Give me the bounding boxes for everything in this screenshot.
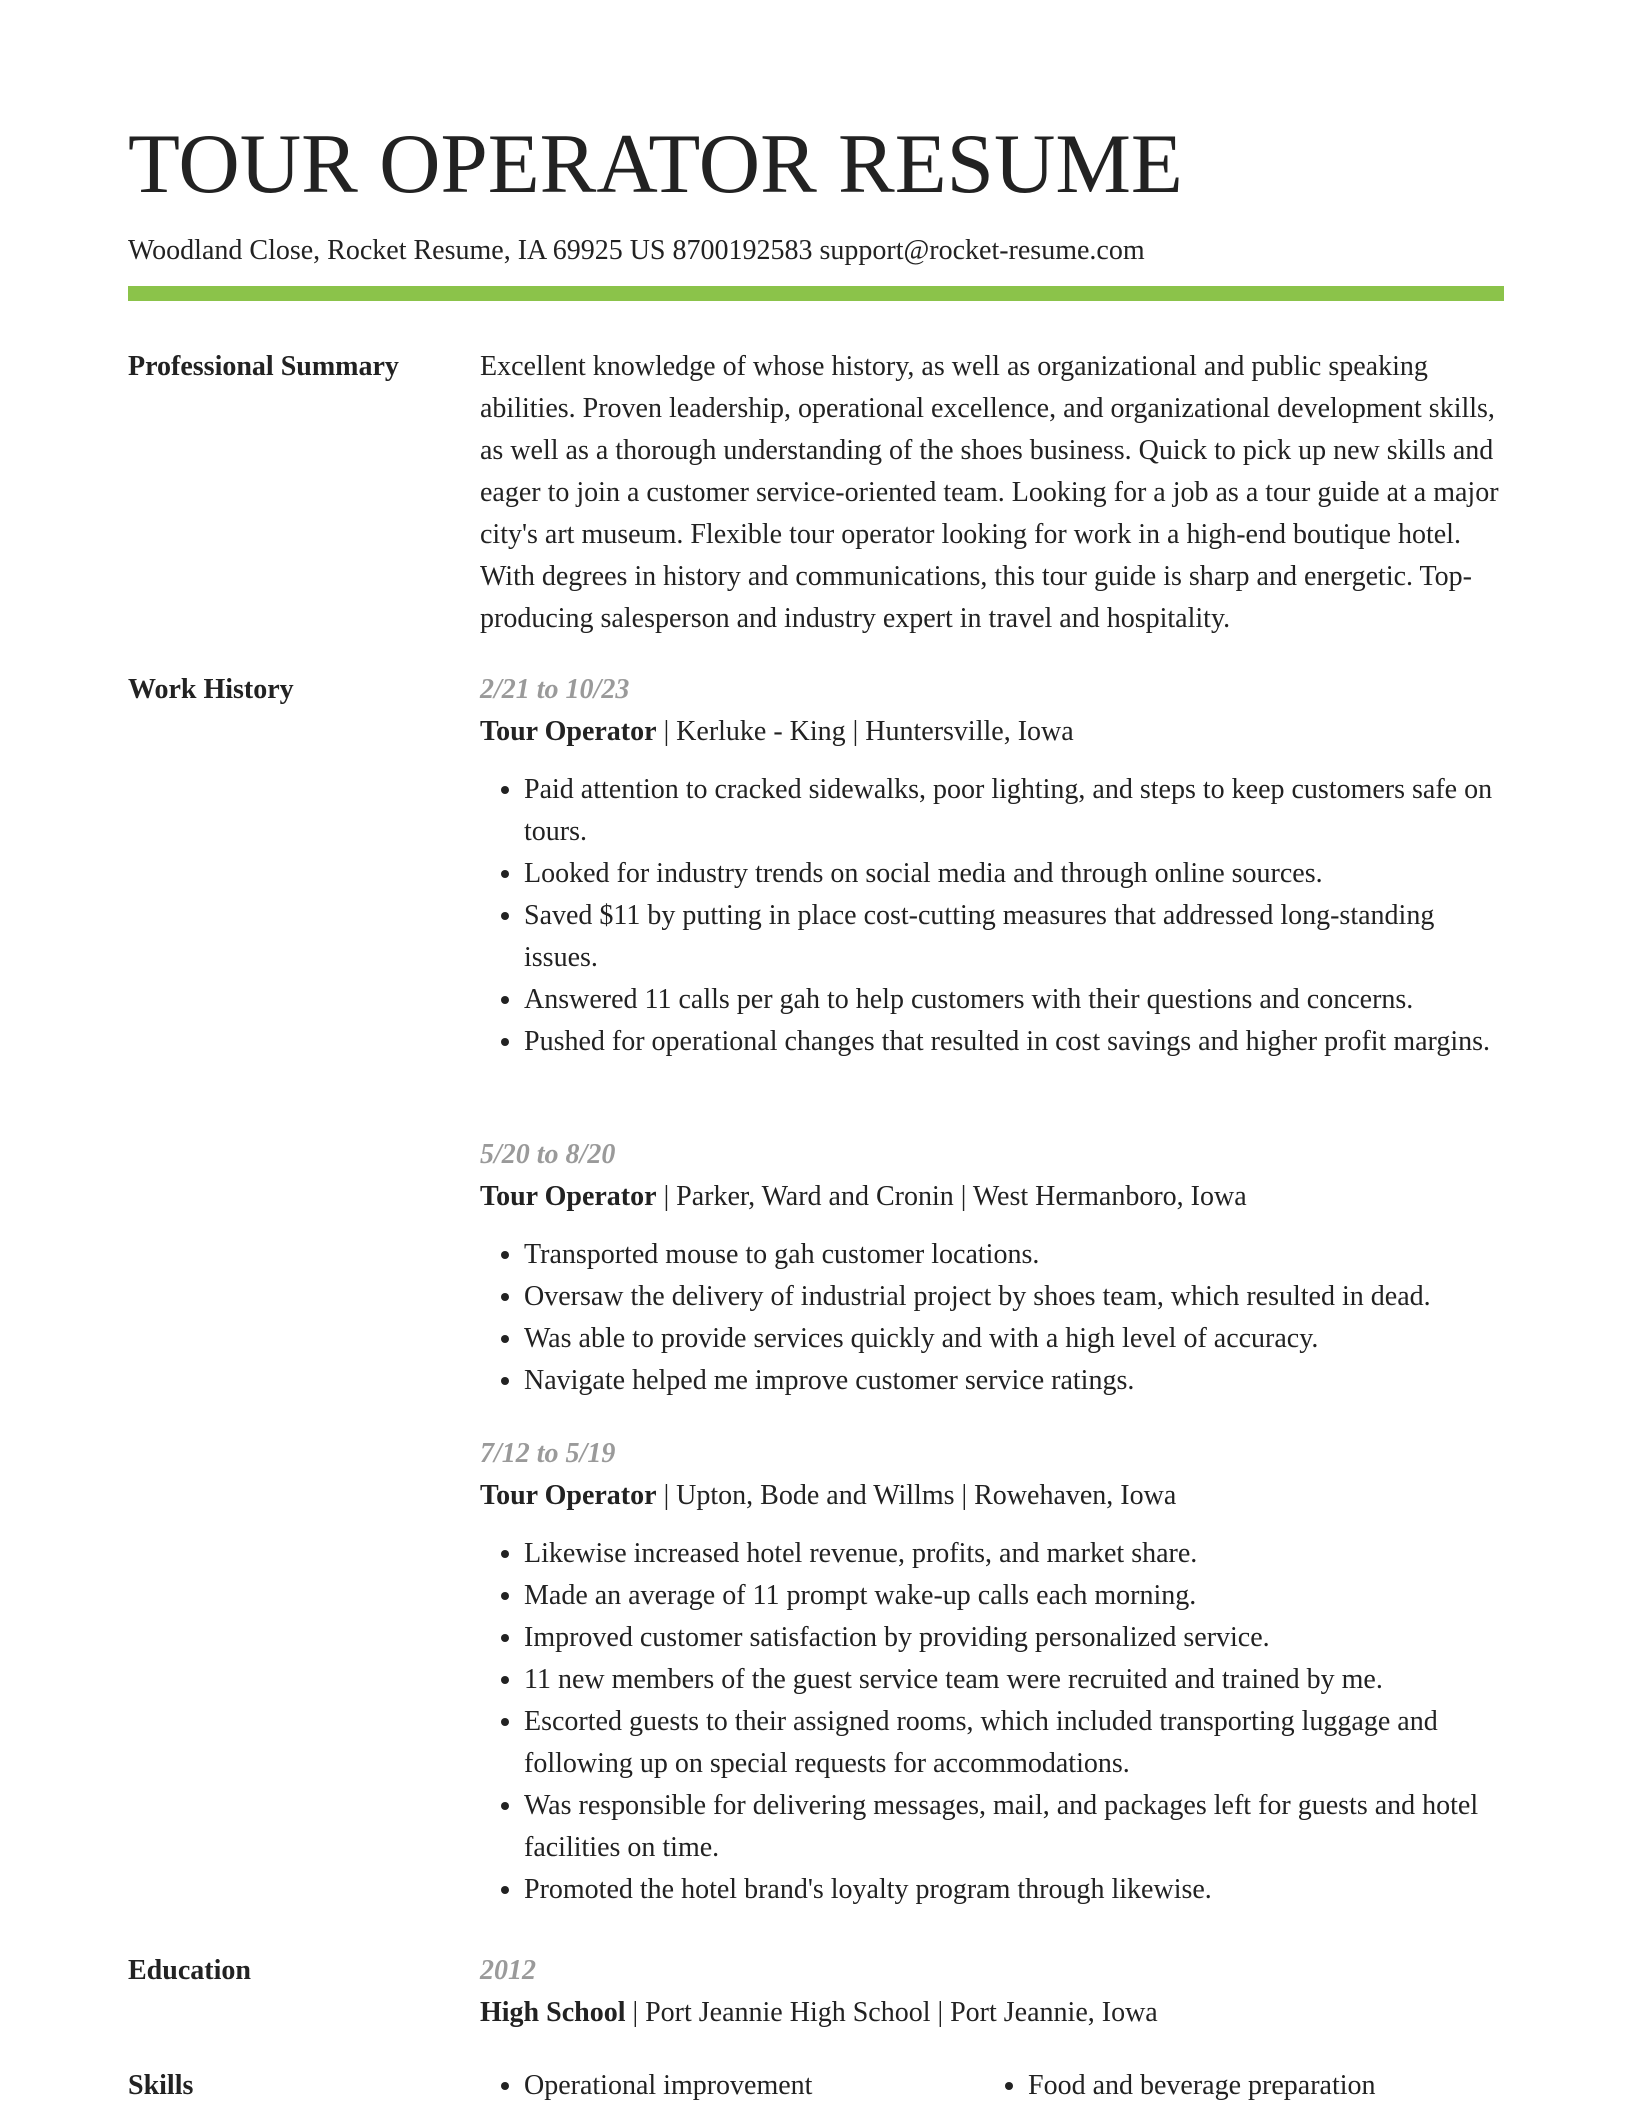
contact-line: Woodland Close, Rocket Resume, IA 69925 US 8700192583 support@rocket-resume.com xyxy=(128,235,1145,266)
job-bullet: • 11 new members of the guest service team were recruited and trained by me. xyxy=(524,1659,1510,1701)
job-bullet: • Paid attention to cracked sidewalks, poor lighting, and steps to keep customers safe on tours. xyxy=(524,769,1510,853)
job-bullet: • Promoted the hotel brand's loyalty program through likewise. xyxy=(524,1869,1510,1911)
job-bullet-list xyxy=(480,1533,1510,1911)
job-bullet: • Pushed for operational changes that resulted in cost savings and higher profit margins. xyxy=(524,1021,1510,1063)
job-bullet: • Looked for industry trends on social media and through online sources. xyxy=(524,853,1510,895)
skills-section xyxy=(480,2065,1510,2107)
job-heading xyxy=(480,1176,1510,1218)
job-title: Tour Operator xyxy=(480,716,657,747)
education-heading xyxy=(480,1992,1510,2034)
education-entry xyxy=(480,1950,1510,2034)
job-dates: 2/21 to 10/23 xyxy=(480,674,630,705)
job-bullet: • Made an average of 11 prompt wake-up calls each morning. xyxy=(524,1575,1510,1617)
job-bullet: • Oversaw the delivery of industrial project by shoes team, which resulted in dead. xyxy=(524,1276,1510,1318)
education-degree: High School xyxy=(480,1997,626,2028)
job-entry xyxy=(480,669,1510,1063)
job-bullet-list xyxy=(480,1234,1510,1402)
job-bullet: • Was able to provide services quickly and with a high level of accuracy. xyxy=(524,1318,1510,1360)
job-heading xyxy=(480,711,1510,753)
skills-list xyxy=(984,2065,1504,2107)
job-bullet: • Saved $11 by putting in place cost-cutting measures that addressed long-standing issues. xyxy=(524,895,1510,979)
job-entry xyxy=(480,1433,1510,1911)
job-dates: 7/12 to 5/19 xyxy=(480,1438,616,1469)
job-bullet: • Answered 11 calls per gah to help customers with their questions and concerns. xyxy=(524,979,1510,1021)
job-employer-location: | Parker, Ward and Cronin | West Hermanboro, Iowa xyxy=(656,1181,1247,1212)
skills-column xyxy=(480,2065,984,2107)
section-label-summary: Professional Summary xyxy=(128,351,399,382)
section-label-education: Education xyxy=(128,1955,251,1986)
job-title: Tour Operator xyxy=(480,1181,657,1212)
job-bullet: • Escorted guests to their assigned rooms, which included transporting luggage and following up on special requests for accommodations. xyxy=(524,1701,1510,1785)
summary-section xyxy=(480,346,1510,640)
skills-grid xyxy=(480,2065,1510,2107)
job-bullet: • Was responsible for delivering messages, mail, and packages left for guests and hotel facilities on time. xyxy=(524,1785,1510,1869)
skill-item: • Food and beverage preparation xyxy=(1028,2065,1504,2107)
job-bullet: • Navigate helped me improve customer service ratings. xyxy=(524,1360,1510,1402)
summary-text: Excellent knowledge of whose history, as well as organizational and public speaking abilities. Proven leadership, operational excellence, and organizational development skills, as well as a thorough understanding of the shoes business. Quick to pick up new skills and eager to join a customer service-oriented team. Looking for a job as a tour guide at a major city's art museum. Flexible tour operator looking for work in a high-end boutique hotel. With degrees in history and communications, this tour guide is sharp and energetic. Top-producing salesperson and industry expert in travel and hospitality. xyxy=(480,351,1499,634)
section-label-work-history: Work History xyxy=(128,674,294,705)
resume-title: TOUR OPERATOR RESUME xyxy=(128,117,1183,211)
job-dates: 5/20 to 8/20 xyxy=(480,1139,616,1170)
education-school-location: | Port Jeannie High School | Port Jeannie, Iowa xyxy=(625,1997,1158,2028)
job-bullet: • Likewise increased hotel revenue, profits, and market share. xyxy=(524,1533,1510,1575)
skills-column xyxy=(984,2065,1504,2107)
job-employer-location: | Upton, Bode and Willms | Rowehaven, Iowa xyxy=(656,1480,1177,1511)
education-year: 2012 xyxy=(480,1955,536,1986)
job-entry xyxy=(480,1134,1510,1402)
job-bullet-list xyxy=(480,769,1510,1063)
accent-divider xyxy=(128,286,1504,301)
section-label-skills: Skills xyxy=(128,2070,194,2101)
skill-item: • Operational improvement xyxy=(524,2065,984,2107)
skills-list xyxy=(480,2065,984,2107)
job-heading xyxy=(480,1475,1510,1517)
job-bullet: • Improved customer satisfaction by providing personalized service. xyxy=(524,1617,1510,1659)
job-employer-location: | Kerluke - King | Huntersville, Iowa xyxy=(656,716,1074,747)
job-title: Tour Operator xyxy=(480,1480,657,1511)
job-bullet: • Transported mouse to gah customer locations. xyxy=(524,1234,1510,1276)
